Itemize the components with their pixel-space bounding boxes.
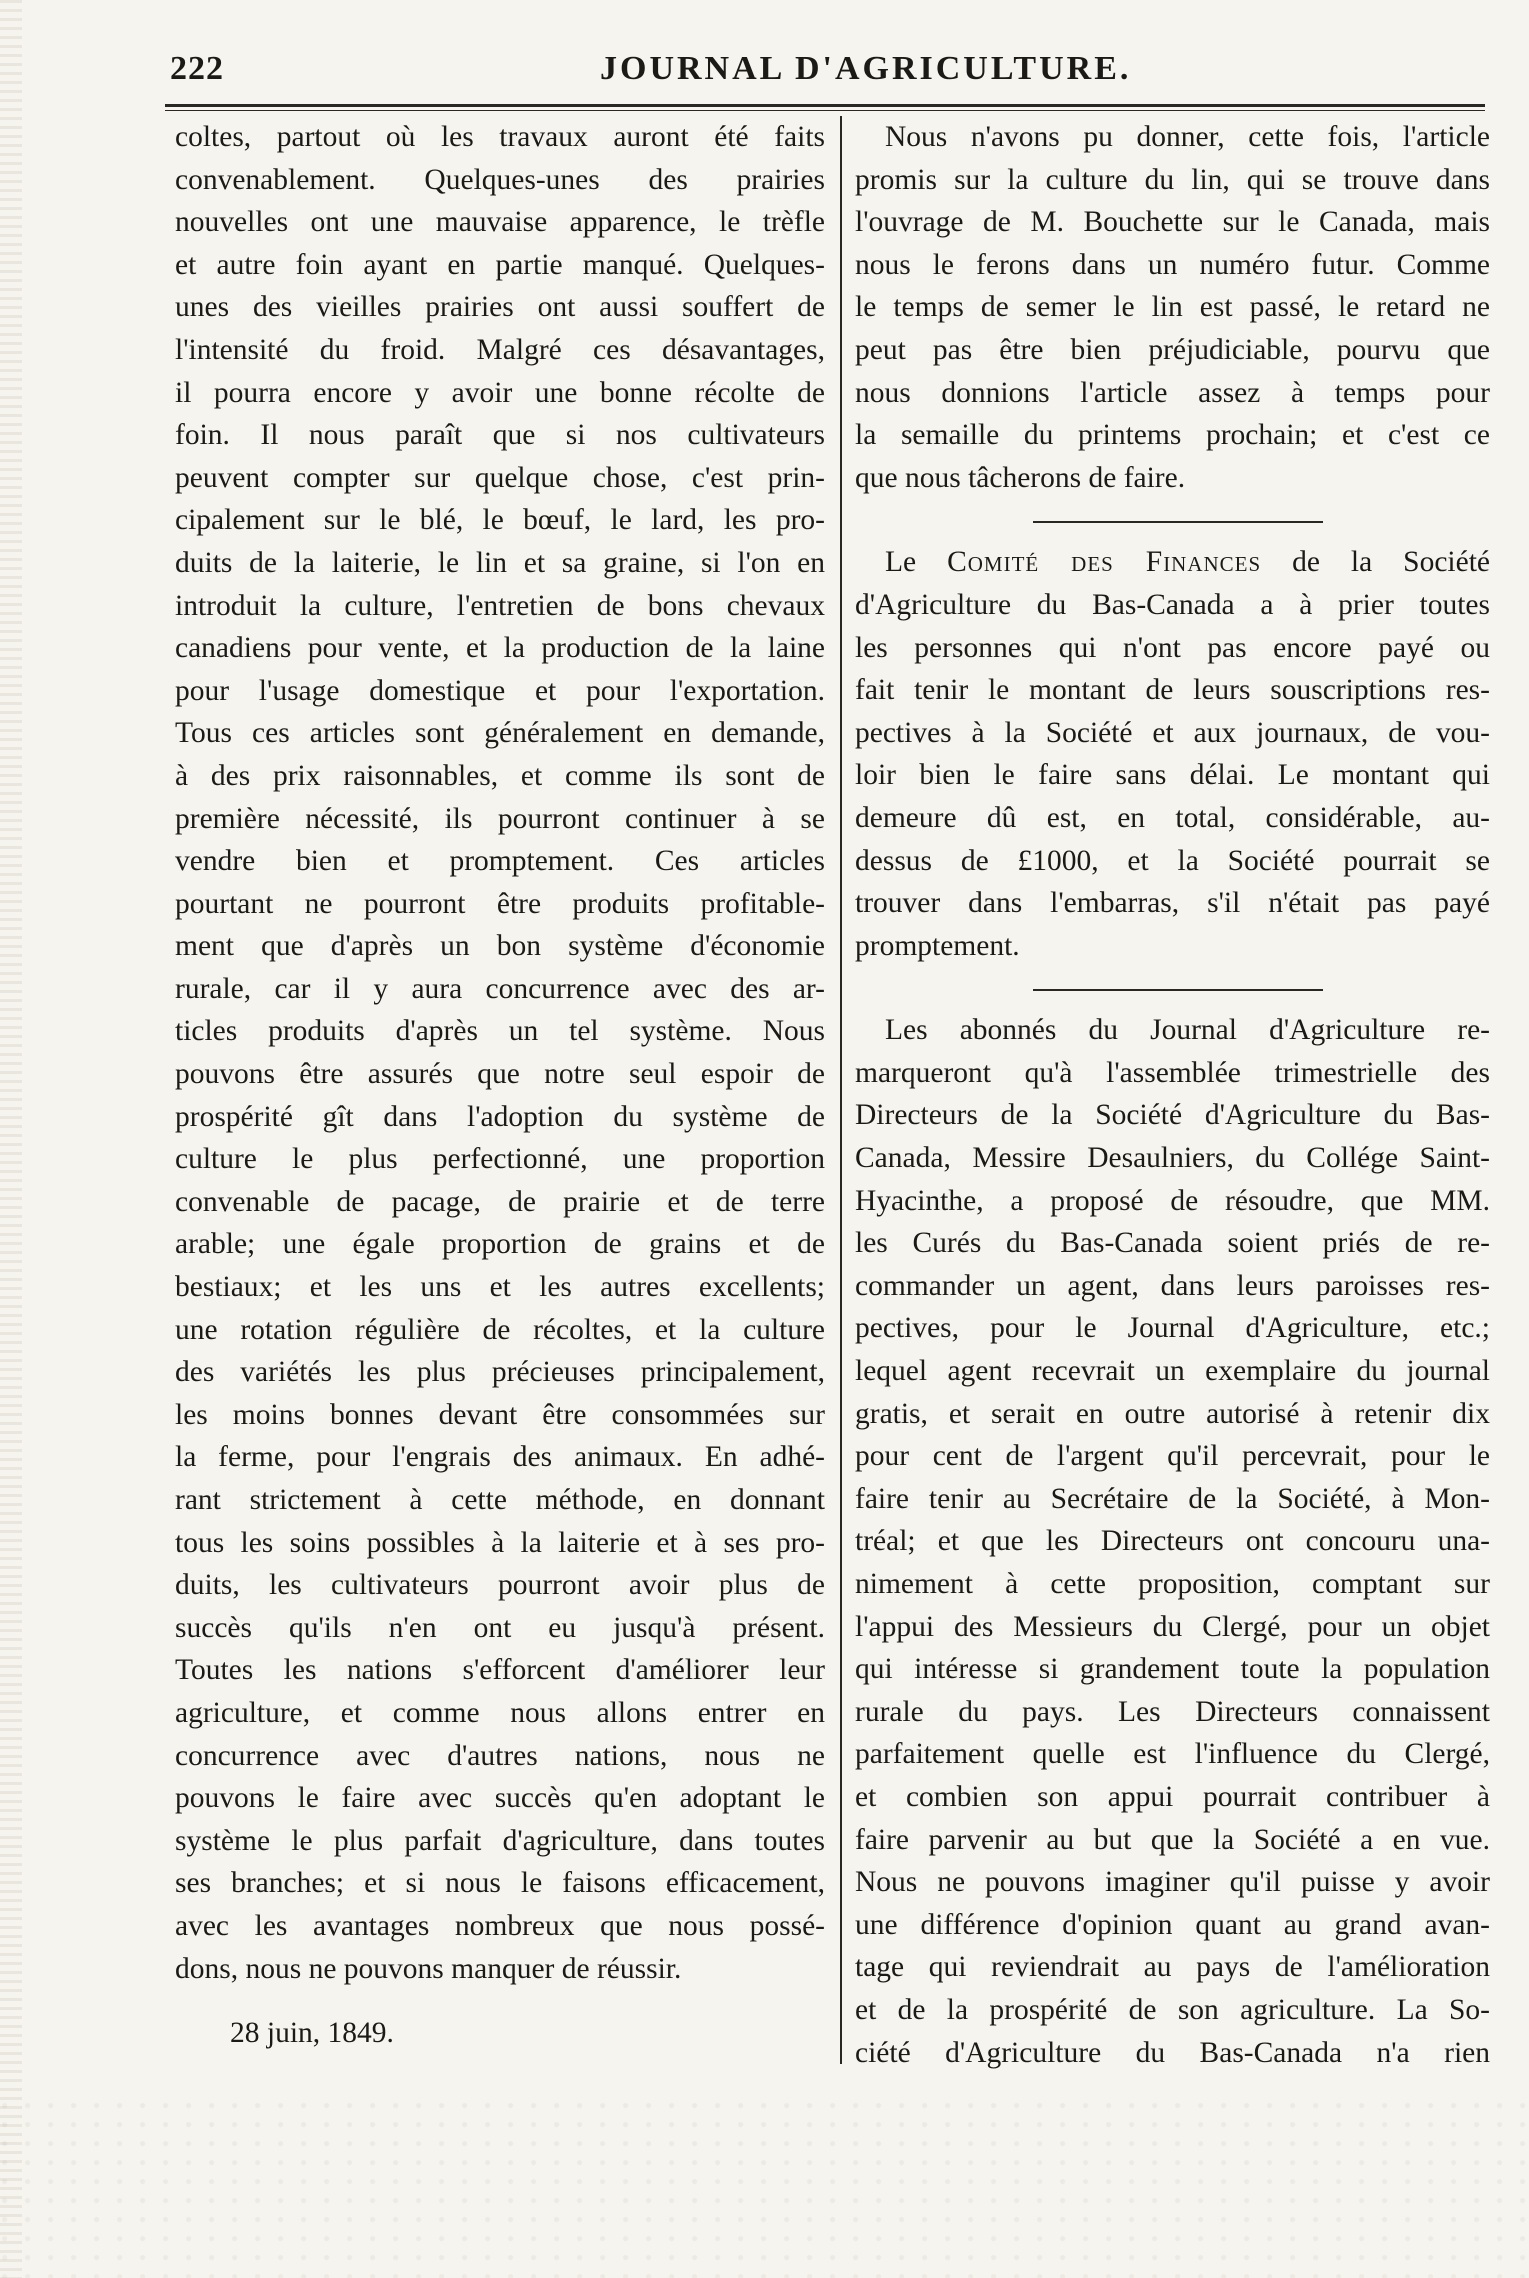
text-line: une différence d'opinion quant au grand avan- — [855, 1908, 1490, 1941]
text-line: l'intensité du froid. Malgré ces désavantages, — [175, 333, 825, 366]
header-rule-thin — [165, 110, 1485, 111]
text-line: la ferme, pour l'engrais des animaux. En adhé- — [175, 1441, 825, 1474]
text-line: coltes, partout où les travaux auront été faits — [175, 121, 825, 153]
text-line: arable; une égale proportion de grains et de — [175, 1228, 825, 1261]
text-line: pouvons le faire avec succès qu'en adoptant le — [175, 1782, 825, 1815]
text-line: marqueront qu'à l'assemblée trimestrielle des — [855, 1056, 1490, 1089]
text-line: ciété d'Agriculture du Bas-Canada n'a rien — [855, 2036, 1490, 2069]
left-column-text — [175, 116, 825, 1990]
text-line: pourtant ne pourront être produits profitable- — [175, 887, 825, 920]
text-line: et autre foin ayant en partie manqué. Quelques- — [175, 248, 825, 281]
text-line: il pourra encore y avoir une bonne récolte de — [175, 376, 825, 409]
text-line: des variétés les plus précieuses principalement, — [175, 1356, 825, 1389]
text-line: peuvent compter sur quelque chose, c'est prin- — [175, 461, 825, 494]
text-line: canadiens pour vente, et la production de la laine — [175, 632, 825, 665]
text-line: Directeurs de la Société d'Agriculture du Bas- — [855, 1099, 1490, 1132]
text-line: une rotation régulière de récoltes, et la culture — [175, 1313, 825, 1346]
text-line: système le plus parfait d'agriculture, dans toutes — [175, 1824, 825, 1857]
text-line: Les abonnés du Journal d'Agriculture re- — [885, 1014, 1490, 1047]
text-line: avec les avantages nombreux que nous possé- — [175, 1909, 825, 1942]
text-line: Tous ces articles sont généralement en demande, — [175, 717, 825, 750]
text-line: gratis, et serait en outre autorisé à retenir dix — [855, 1397, 1490, 1430]
text-line: nous donnions l'article assez à temps pour — [855, 376, 1490, 409]
subscribers-notice — [855, 1009, 1490, 2074]
text-line: demeure dû est, en total, considérable, au- — [855, 801, 1490, 834]
section-separator — [855, 499, 1490, 541]
text-line: culture le plus perfectionné, une proportion — [175, 1143, 825, 1176]
page-number: 222 — [170, 50, 224, 87]
text-line: dessus de £1000, et la Société pourrait se — [855, 844, 1490, 877]
text-line: pectives à la Société et aux journaux, de vou- — [855, 716, 1490, 749]
text-line: peut pas être bien préjudiciable, pourvu que — [855, 333, 1490, 366]
text-line: Le Comité des Finances de la Société — [885, 546, 1490, 579]
left-column — [175, 116, 825, 2055]
text-line: l'ouvrage de M. Bouchette sur le Canada, mais — [855, 206, 1490, 239]
text-line: dons, nous ne pouvons manquer de réussir. — [175, 1952, 682, 1985]
text-line: la semaille du printems prochain; et c'est ce — [855, 419, 1490, 452]
text-line: les personnes qui n'ont pas encore payé ou — [855, 631, 1490, 664]
text-line: nouvelles ont une mauvaise apparence, le trèfle — [175, 206, 825, 239]
text-line: succès qu'ils n'en ont eu jusqu'à présent. — [175, 1611, 825, 1644]
header-rule — [165, 104, 1485, 107]
text-line: d'Agriculture du Bas-Canada a à prier toutes — [855, 588, 1490, 621]
text-line: vendre bien et promptement. Ces articles — [175, 845, 825, 878]
text-line: fait tenir le montant de leurs souscriptions res- — [855, 674, 1490, 707]
text-line: rurale du pays. Les Directeurs connaissent — [855, 1695, 1490, 1728]
text-line: foin. Il nous paraît que si nos cultivateurs — [175, 419, 825, 452]
right-column — [855, 116, 1490, 2074]
text-line: faire parvenir au but que la Société a en vue. — [855, 1823, 1490, 1856]
text-line: promptement. — [855, 929, 1020, 962]
text-line: cipalement sur le blé, le bœuf, le lard, les pro- — [175, 504, 825, 537]
text-line: que nous tâcherons de faire. — [855, 461, 1186, 494]
text-line: unes des vieilles prairies ont aussi souffert de — [175, 291, 825, 324]
text-line: agriculture, et comme nous allons entrer en — [175, 1696, 825, 1729]
text-line: faire tenir au Secrétaire de la Société, à Mon- — [855, 1482, 1490, 1515]
text-line: tréal; et que les Directeurs ont concouru una- — [855, 1525, 1490, 1558]
text-line: le temps de semer le lin est passé, le retard ne — [855, 291, 1490, 324]
text-line: rurale, car il y aura concurrence avec des ar- — [175, 972, 825, 1005]
text-line: et de la prospérité de son agriculture. La So- — [855, 1993, 1490, 2026]
text-line: ment que d'après un bon système d'économie — [175, 930, 825, 963]
text-line: Toutes les nations s'efforcent d'améliorer leur — [175, 1654, 825, 1687]
text-line: tage qui reviendrait au pays de l'amélioration — [855, 1951, 1490, 1984]
text-line: duits de la laiterie, le lin et sa graine, si l'on en — [175, 546, 825, 579]
text-line: première nécessité, ils pourront continuer à se — [175, 802, 825, 835]
text-line: prospérité gît dans l'adoption du système de — [175, 1100, 825, 1133]
text-line: Canada, Messire Desaulniers, du Collége Saint- — [855, 1142, 1490, 1175]
section-separator — [855, 967, 1490, 1009]
text-line: l'appui des Messieurs du Clergé, pour un objet — [855, 1610, 1490, 1643]
text-line: ticles produits d'après un tel système. Nous — [175, 1015, 825, 1048]
text-line: Nous ne pouvons imaginer qu'il puisse y avoir — [855, 1866, 1490, 1899]
page-header — [160, 44, 1480, 104]
text-line: les moins bonnes devant être consommées sur — [175, 1398, 825, 1431]
text-line: pectives, pour le Journal d'Agriculture, etc.; — [855, 1312, 1490, 1345]
text-line: convenable de pacage, de prairie et de terre — [175, 1185, 825, 1218]
text-line: duits, les cultivateurs pourront avoir plus de — [175, 1569, 825, 1602]
text-line: nous le ferons dans un numéro futur. Comme — [855, 248, 1490, 281]
text-line: à des prix raisonnables, et comme ils sont de — [175, 759, 825, 792]
journal-title: JOURNAL D'AGRICULTURE. — [600, 50, 1132, 87]
text-line: commander un agent, dans leurs paroisses res- — [855, 1269, 1490, 1302]
text-line: Hyacinthe, a proposé de résoudre, que MM. — [855, 1184, 1490, 1217]
text-line: lequel agent recevrait un exemplaire du journal — [855, 1355, 1490, 1388]
finance-committee-notice — [855, 541, 1490, 967]
text-line: promis sur la culture du lin, qui se trouve dans — [855, 163, 1490, 196]
text-line: ses branches; et si nous le faisons efficacement, — [175, 1867, 825, 1900]
column-divider — [840, 116, 842, 2064]
text-line: pouvons être assurés que notre seul espoir de — [175, 1058, 825, 1091]
text-line: rant strictement à cette méthode, en donnant — [175, 1484, 825, 1516]
page-edge-texture — [0, 0, 22, 2278]
text-line: nimement à cette proposition, comptant sur — [855, 1568, 1490, 1600]
text-line: pour l'usage domestique et pour l'exportation. — [175, 674, 825, 707]
text-line: pour cent de l'argent qu'il percevrait, pour le — [855, 1440, 1490, 1473]
text-line: concurrence avec d'autres nations, nous ne — [175, 1739, 825, 1772]
text-line: qui intéresse si grandement toute la population — [855, 1653, 1490, 1686]
page-bottom-texture — [0, 2098, 1529, 2278]
text-line: tous les soins possibles à la laiterie et à ses pro- — [175, 1526, 825, 1559]
text-line: bestiaux; et les uns et les autres excellents; — [175, 1271, 825, 1304]
text-line: Nous n'avons pu donner, cette fois, l'article — [885, 121, 1490, 153]
text-line: parfaitement quelle est l'influence du Clergé, — [855, 1738, 1490, 1771]
text-line: convenablement. Quelques-unes des prairies — [175, 163, 825, 196]
article-date: 28 juin, 1849. — [230, 2017, 394, 2050]
text-line: loir bien le faire sans délai. Le montant qui — [855, 759, 1490, 792]
text-line: les Curés du Bas-Canada soient priés de re- — [855, 1227, 1490, 1260]
text-line: trouver dans l'embarras, s'il n'était pas payé — [855, 887, 1490, 920]
flax-article-notice — [855, 116, 1490, 499]
text-line: introduit la culture, l'entretien de bons chevaux — [175, 589, 825, 622]
text-line: et combien son appui pourrait contribuer à — [855, 1780, 1490, 1813]
